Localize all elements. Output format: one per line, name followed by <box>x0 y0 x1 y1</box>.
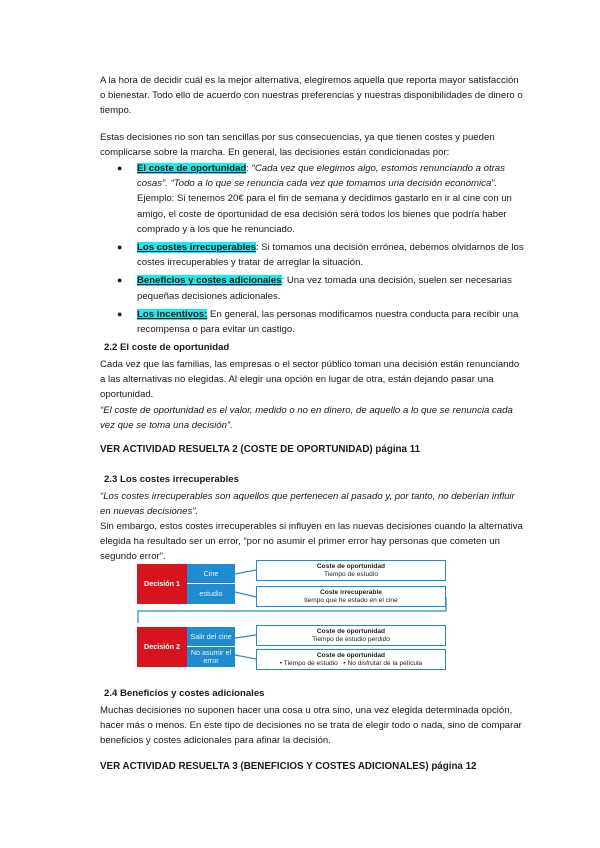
bullet-icon: ● <box>117 275 123 286</box>
activity-link-2: VER ACTIVIDAD RESUELTA 2 (COSTE DE OPORTUNIDAD) página 11 <box>100 444 421 455</box>
intro-paragraph-2: Estas decisiones no son tan sencillas por sus consecuencias, ya que tienen costes y pueden complicarse sobre la marcha. En general, las decisiones están condicionadas por: <box>100 132 495 159</box>
example-text: Ejemplo: Si tenemos 20€ para el fin de semana y decidimos gastarlo en ir al cine con un amigo, el coste de oportunidad de esa decisión será todos los bienes que podría haber comprado y a los que he renunciado. <box>137 193 512 235</box>
list-item-coste-oportunidad: ● El coste de oportunidad: “Cada vez que elegimos algo, estomos renunciando a otras cosas”. “Todo a lo que se renuncia cada vez que tomamos una decisión económica”. Ejemplo: Si tenemos 20€ para el fin de semana y decidimos gastarlo en ir al cine con un amigo, el coste de oportunidad de esa decisión será todos los bienes que podría haber comprado y a los que he renunciado. <box>117 163 512 235</box>
cost-box-opportunity-1: Coste de oportunidad Tiempo de estudio <box>256 560 446 581</box>
option-estudio: estudio <box>187 584 235 604</box>
section-heading-2-3: 2.3 Los costes irrecuperables <box>104 474 239 485</box>
bullet-icon: ● <box>117 163 123 173</box>
term-highlight: Beneficios y costes adicionales <box>137 275 282 287</box>
section-2-2-paragraph: Cada vez que las familias, las empresas o el sector público toman una decisión están renunciando a las alternativas no elegidas. Al elegir una opción en lugar de otra, están dejando pasar una oportunidad. <box>100 359 520 401</box>
bullet-icon: ● <box>117 242 123 253</box>
section-heading-2-4: 2.4 Beneficios y costes adicionales <box>104 688 265 699</box>
list-item-costes-irrecuperables: ● Los costes irrecuperables: Si tomamos una decisión errónea, debemos olvidarnos de los costes irrecuperables y tratar de arreglar la situación. <box>117 242 524 269</box>
section-2-3-paragraph: Sin embargo, estos costes irrecuperables si influyen en las nuevas decisiones cuando la alternativa elegida ha resultado ser un error, “por no asumir el primer error hay personas que cometen un segundo error”. <box>100 521 523 563</box>
bullet-icon: ● <box>117 308 123 319</box>
cost-box-sunk: Coste irrecuperable tiempo que he estado en el cine <box>256 586 446 607</box>
intro-paragraph-1: A la hora de decidir cuál es la mejor alternativa, elegiremos aquella que reporta mayor satisfacción o bienestar. Todo ello de acuerdo con nuestras preferencias y nuestras disponibilidades de dinero o tiempo. <box>100 75 523 117</box>
section-2-2-quote: “El coste de oportunidad es el valor, medido o no en dinero, de aquello a lo que se renuncia cada vez que se toma una decisión”. <box>100 405 513 432</box>
section-heading-2-2: 2.2 El coste de oportunidad <box>104 342 230 353</box>
term-highlight: Los costes irrecuperables <box>137 242 256 254</box>
option-cine: Cine <box>187 564 235 584</box>
term-highlight: Los incentivos: <box>137 308 208 320</box>
term-highlight: El coste de oportunidad <box>137 163 247 174</box>
definition-text: En general, las personas modificamos nuestra conducta para recibir una recompensa o para evitar un castigo. <box>137 308 519 336</box>
definition-text: Si tomamos una decisión errónea, debemos olvidarnos de los costes irrecuperables y tratar de arreglar la situación. <box>137 242 524 269</box>
option-no-asumir: No asumir el error <box>187 647 235 667</box>
section-2-4-paragraph: Muchas decisiones no suponen hacer una cosa u otra sino, una vez elegida determinada opción, hacer más o menos. En este tipo de decisiones no se trata de elegir todo o nada, sino de comparar beneficios y costes adicionales para afinar la decisión. <box>100 705 522 747</box>
decision-2-box: Decisión 2 <box>137 627 187 667</box>
cost-box-opportunity-2: Coste de oportunidad Tiempo de estudio perdido <box>256 625 446 646</box>
list-item-incentivos <box>100 307 530 337</box>
cost-box-opportunity-3: Coste de oportunidad • Tiempo de estudio • No disfrutar de la película <box>256 649 446 670</box>
list-item-beneficios: ● Beneficios y costes adicionales: Una vez tomada una decisión, suelen ser necesarias pequeñas decisiones adicionales. <box>117 275 512 302</box>
definition-quote: “Cada vez que elegimos algo, estomos renunciando a otras cosas”. “Todo a lo que se renuncia cada vez que tomamos una decisión económica”. <box>137 163 505 190</box>
activity-link-3: VER ACTIVIDAD RESUELTA 3 (BENEFICIOS Y COSTES ADICIONALES) página 12 <box>100 761 477 772</box>
conditions-list <box>100 161 530 340</box>
decision-1-box: Decisión 1 <box>137 564 187 604</box>
option-salir: Salir del cine <box>187 627 235 647</box>
definition-text: Una vez tomada una decisión, suelen ser necesarias pequeñas decisiones adicionales. <box>137 275 512 302</box>
section-2-3-quote: “Los costes irrecuperables son aquellos que pertenecen al pasado y, por tanto, no deberían influir en nuevas decisiones”. <box>100 491 515 518</box>
